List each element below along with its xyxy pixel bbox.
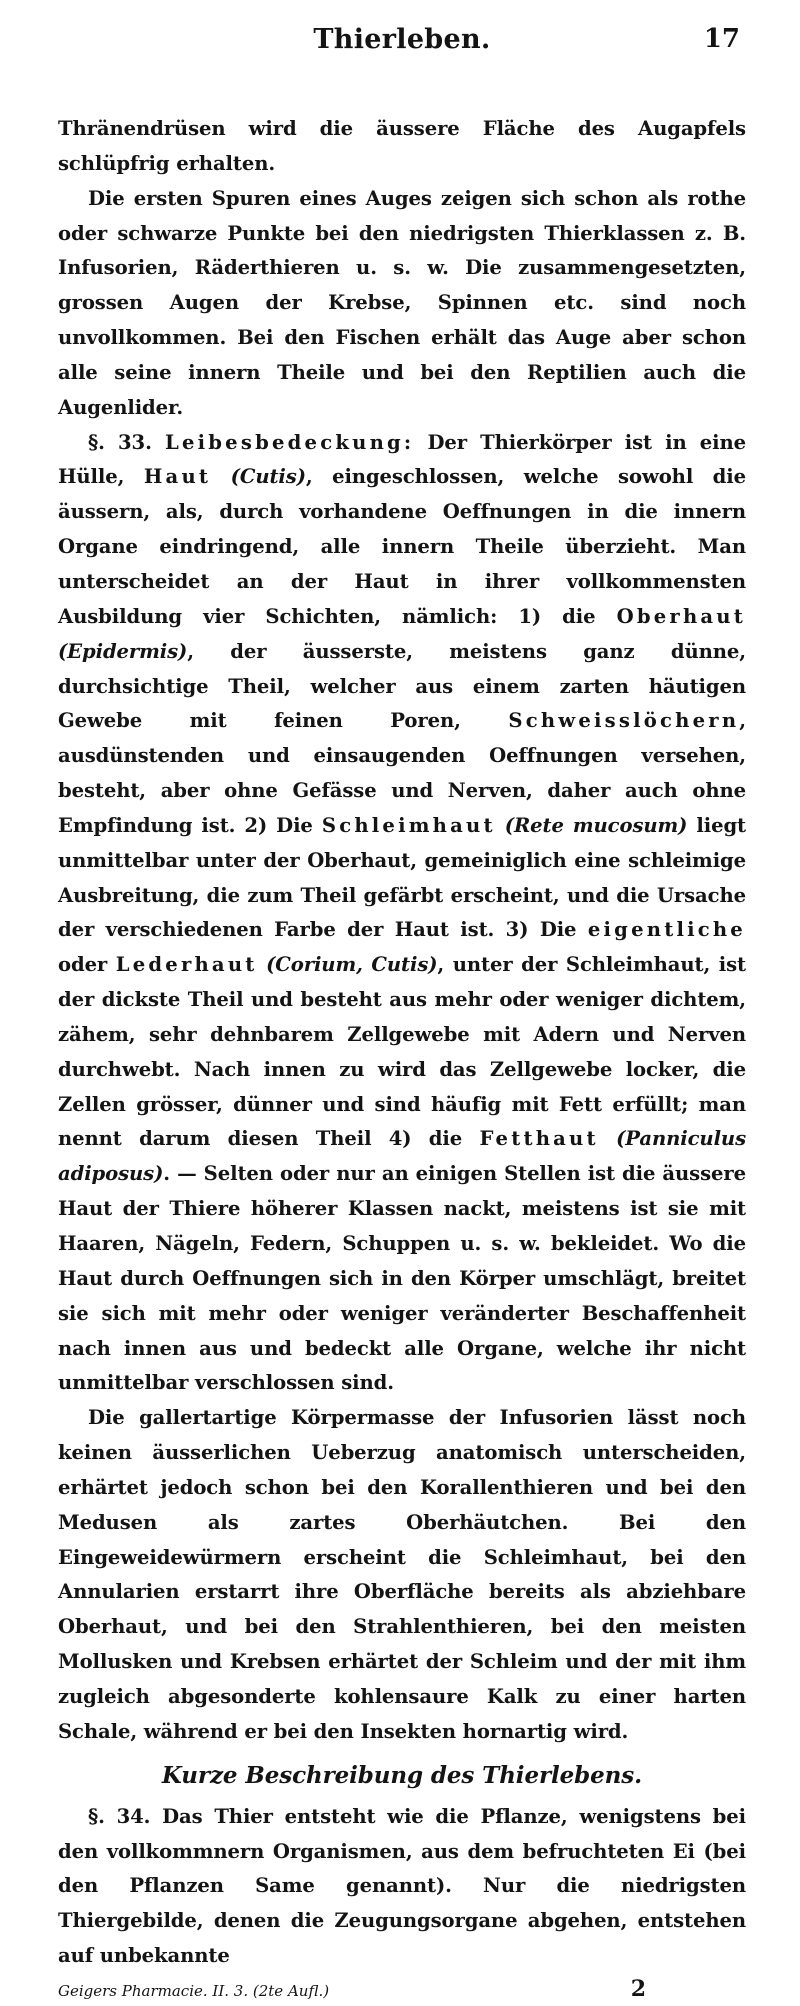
latin-panniculus-adiposus: (Panniculus adiposus) — [58, 1127, 746, 1186]
paragraph-invertebrate-skin: Die gallertartige Körpermasse der Infusorien lässt noch keinen äusserlichen Ueberzug anatomisch unterscheiden, erhärtet jedoch schon bei den Korallenthieren und bei den Medusen als zartes Oberhäutchen. Bei den Eingeweidewürmern erscheint die Schleimhaut, bei den Annularien erstarrt ihre Oberfläche bereits als abziehbare Oberhaut, und bei den Strahlenthieren, bei den meisten Mollusken und Krebsen erhärtet der Schleim und der mit ihm zugleich abgesonderte kohlensaure Kalk zu einer harten Schale, während er bei den Insekten hornartig wird. — [58, 1406, 746, 1743]
paragraph-eye-evolution: Die ersten Spuren eines Auges zeigen sich schon als rothe oder schwarze Punkte bei den niedrigsten Thierklassen z. B. Infusorien, Räderthieren u. s. w. Die zusammengesetzten, grossen Augen der Krebse, Spinnen etc. sind noch unvollkommen. Bei den Fischen erhält das Auge aber schon alle seine innern Theile und bei den Reptilien auch die Augenlider. — [58, 186, 746, 419]
latin-cutis: (Cutis) — [230, 465, 306, 489]
term-schleimhaut: Schleimhaut — [321, 813, 496, 837]
paragraph-origin-34 — [58, 1800, 746, 1974]
term-haut: Haut — [143, 465, 212, 489]
text-segment: , eingeschlossen, welche sowohl die äussern, als, durch vorhandene Oeffnungen in die innern Organe eindringend, alle innern Theile überzieht. Man unterscheidet an der Haut in ihrer vollkommensten Ausbildung vier Schichten, nämlich: 1) die — [58, 465, 746, 628]
running-head — [58, 18, 746, 66]
section-number-34: §. 34. — [88, 1804, 151, 1828]
text-segment: , der äusserste, meistens ganz dünne, durchsichtige Theil, welcher aus einem zarten häutigen Gewebe mit feinen Poren, — [58, 639, 746, 733]
body-text — [58, 112, 746, 1974]
printer-signature: Geigers Pharmacie. II. 3. (2te Aufl.) — [58, 1981, 330, 2000]
text-segment: Der Thierkörper ist in eine Hülle, — [58, 430, 746, 489]
latin-corium-cutis: (Corium, Cutis) — [266, 953, 438, 977]
signature-number: 2 — [630, 1975, 646, 2002]
term-lederhaut: Lederhaut — [115, 953, 258, 977]
term-oberhaut: Oberhaut — [616, 604, 746, 628]
latin-rete-mucosum: (Rete mucosum) — [504, 813, 688, 837]
text-segment: liegt unmittelbar unter der Oberhaut, gemeiniglich eine schleimige Ausbreitung, die zum Theil gefärbt erscheint, und die Ursache der verschiedenen Farbe der Haut ist. 3) Die — [58, 813, 746, 942]
page-number: 17 — [703, 24, 740, 54]
section-heading: Kurze Beschreibung des Thierlebens. — [161, 1761, 643, 1789]
paragraph-skin-33 — [58, 426, 746, 1402]
text-segment: . — Selten oder nur an einigen Stellen ist die äussere Haut der Thiere höherer Klassen nackt, meistens ist sie mit Haaren, Nägeln, Federn, Schuppen u. s. w. bekleidet. Wo die Haut durch Oeffnungen sich in den Körper umschlägt, breitet sie sich mit mehr oder weniger veränderter Beschaffenheit nach innen aus und bedeckt alle Organe, welche ihr nicht unmittelbar verschlossen sind. — [58, 1162, 746, 1395]
paragraph-eye-glands: Thränendrüsen wird die äussere Fläche des Augapfels schlüpfrig erhalten. — [58, 117, 746, 175]
term-eigentliche: eigentliche — [587, 918, 746, 942]
book-page — [58, 18, 746, 2006]
text-segment: Das Thier entsteht wie die Pflanze, wenigstens bei den vollkommnern Organismen, aus dem befruchteten Ei (bei den Pflanzen Same genannt). Nur die niedrigsten Thiergebilde, denen die Zeugungsorgane abgehen, entstehen auf unbekannte — [58, 1804, 746, 1968]
term-fetthaut: Fetthaut — [479, 1127, 599, 1151]
latin-epidermis: (Epidermis) — [58, 639, 188, 663]
section-number-33: §. 33. — [88, 430, 152, 454]
page-title: Thierleben. — [313, 24, 491, 55]
text-segment: , unter der Schleimhaut, ist der dickste Theil und besteht aus mehr oder weniger dichtem, zähem, sehr dehnbarem Zellgewebe mit Adern und Nerven durchwebt. Nach innen zu wird das Zellgewebe locker, die Zellen grösser, dünner und sind häufig mit Fett erfüllt; man nennt darum diesen Theil 4) die — [58, 953, 746, 1151]
term-leibesbedeckung: Leibesbedeckung: — [165, 430, 415, 454]
text-segment: , ausdünstenden und einsaugenden Oeffnungen versehen, besteht, aber ohne Gefässe und Nerven, daher auch ohne Empfindung ist. 2) Die — [58, 709, 746, 837]
term-schweissloecher: Schweisslöchern — [508, 709, 740, 733]
text-segment: oder — [58, 953, 108, 977]
footer — [58, 1975, 746, 2006]
